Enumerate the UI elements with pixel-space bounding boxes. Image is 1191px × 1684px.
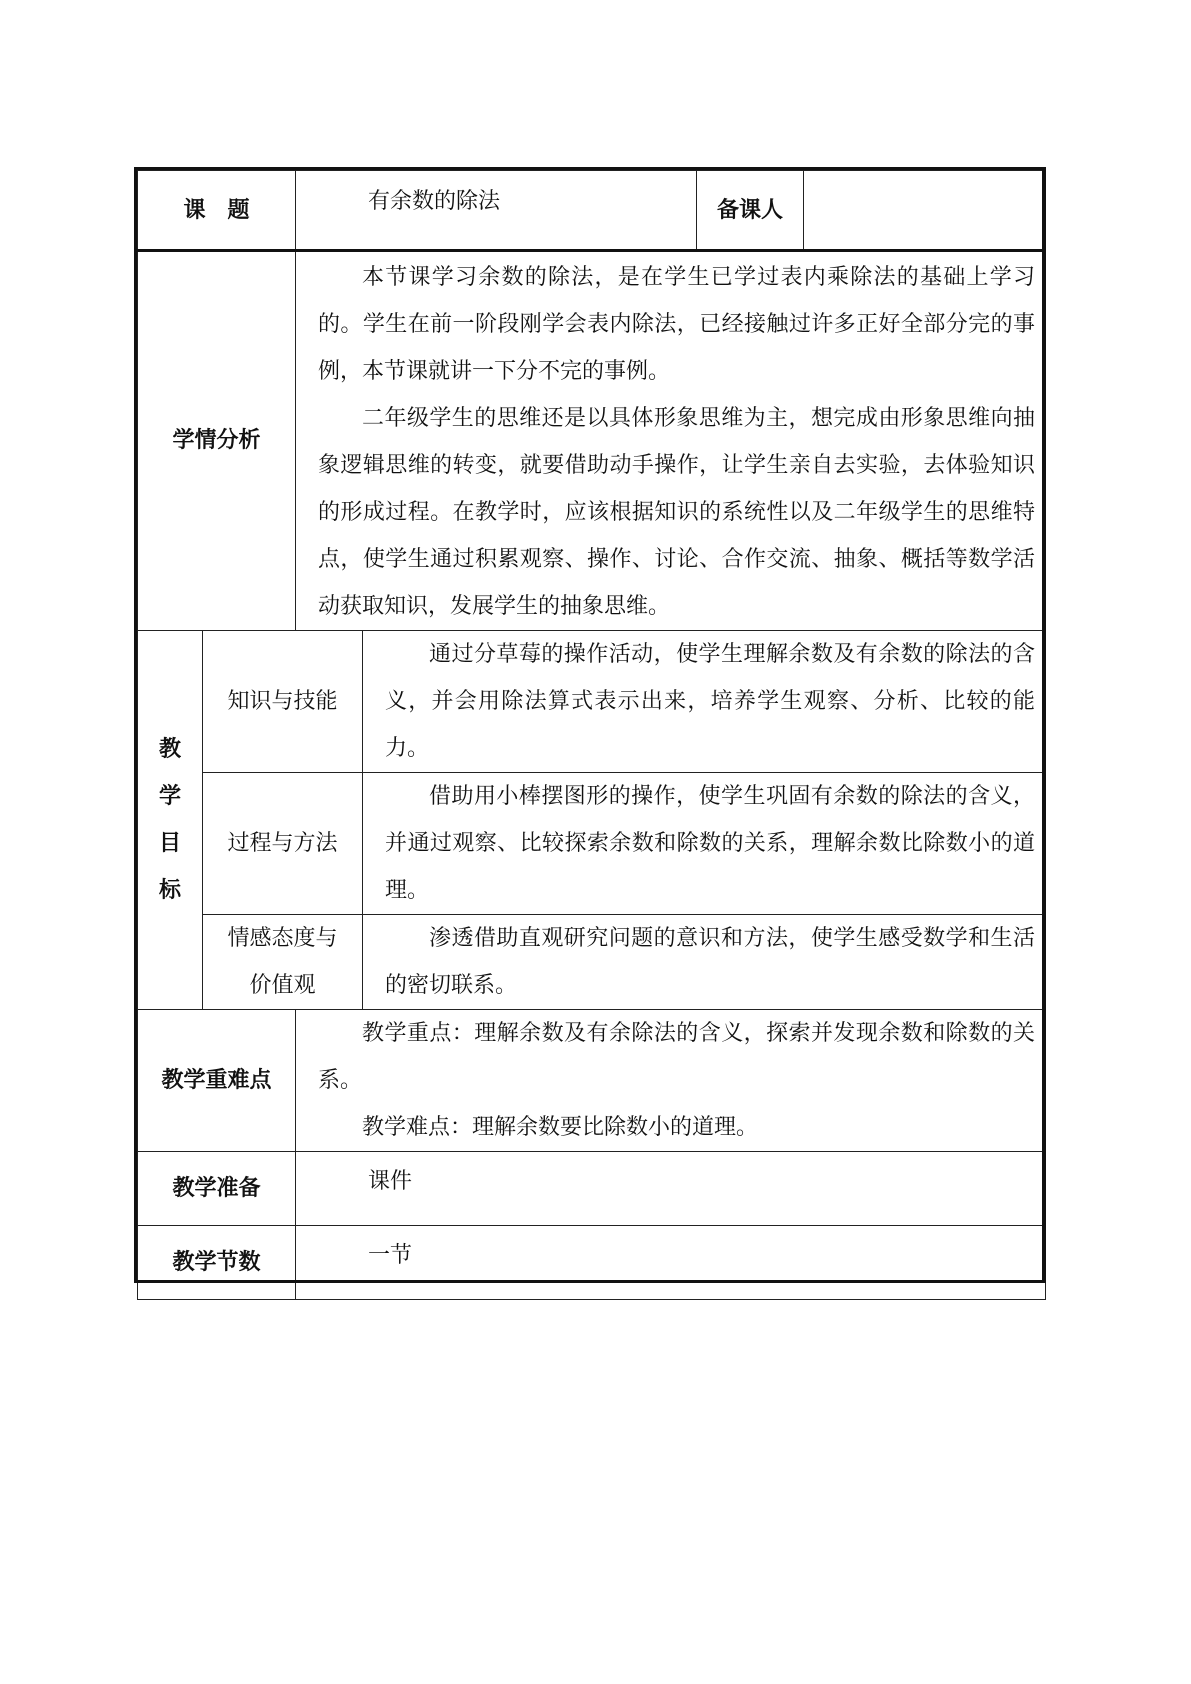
goal-process-text	[363, 773, 1046, 915]
goal-process-label: 过程与方法	[203, 773, 363, 915]
goal-knowledge-text	[363, 631, 1046, 773]
preparation-row	[138, 1152, 1046, 1226]
goal-knowledge-paragraph: 通过分草莓的操作活动，使学生理解余数及有余数的除法的含义，并会用除法算式表示出来，培养学生观察、分析、比较的能力。	[385, 642, 1036, 761]
goals-label-char-1: 教	[158, 737, 181, 762]
preparer-label: 备课人	[697, 171, 804, 250]
analysis-paragraph-1: 本节课学习余数的除法，是在学生已学过表内乘除法的基础上学习的。学生在前一阶段刚学会表内除法，已经接触过许多正好全部分完的事例，本节课就讲一下分不完的事例。	[318, 265, 1036, 384]
preparation-label: 教学准备	[138, 1152, 296, 1226]
periods-row	[138, 1226, 1046, 1300]
topic-label: 课 题	[138, 171, 296, 250]
analysis-row	[138, 250, 1046, 631]
goals-label-char-3: 目	[158, 831, 181, 856]
lesson-plan-table	[137, 170, 1046, 1300]
key-points-label: 教学重难点	[138, 1010, 296, 1152]
goal-row-attitude	[138, 915, 1046, 1010]
goal-process-paragraph: 借助用小棒摆图形的操作，使学生巩固有余数的除法的含义，并通过观察、比较探索余数和除数的关系，理解余数比除数小的道理。	[385, 784, 1036, 903]
topic-value: 有余数的除法	[296, 171, 697, 250]
goal-attitude-label-line-1: 情感态度与	[227, 926, 338, 951]
key-points-difficulty: 教学难点：理解余数要比除数小的道理。	[362, 1115, 759, 1140]
goal-attitude-paragraph: 渗透借助直观研究问题的意识和方法，使学生感受数学和生活的密切联系。	[385, 926, 1036, 998]
goal-row-knowledge	[138, 631, 1046, 773]
key-points-focus: 教学重点：理解余数及有余除法的含义，探索并发现余数和除数的关系。	[318, 1021, 1036, 1093]
analysis-content	[296, 250, 1046, 631]
periods-value: 一节	[296, 1226, 1046, 1300]
lesson-plan-sheet	[137, 170, 1045, 1300]
goals-label	[138, 631, 203, 1010]
preparation-value: 课件	[296, 1152, 1046, 1226]
key-points-content	[296, 1010, 1046, 1152]
goal-knowledge-label: 知识与技能	[203, 631, 363, 773]
goal-attitude-label-line-2: 价值观	[249, 973, 316, 998]
header-row	[138, 171, 1046, 250]
analysis-label: 学情分析	[138, 250, 296, 631]
goal-attitude-label	[203, 915, 363, 1010]
goal-row-process	[138, 773, 1046, 915]
periods-label: 教学节数	[138, 1226, 296, 1300]
key-points-row	[138, 1010, 1046, 1152]
preparer-value	[804, 171, 1046, 250]
goal-attitude-text	[363, 915, 1046, 1010]
goals-label-char-4: 标	[158, 878, 181, 903]
analysis-paragraph-2: 二年级学生的思维还是以具体形象思维为主，想完成由形象思维向抽象逻辑思维的转变，就要借助动手操作，让学生亲自去实验，去体验知识的形成过程。在教学时，应该根据知识的系统性以及二年级学生的思维特点，使学生通过积累观察、操作、讨论、合作交流、抽象、概括等数学活动获取知识，发展学生的抽象思维。	[318, 406, 1036, 619]
goals-label-char-2: 学	[158, 784, 181, 809]
